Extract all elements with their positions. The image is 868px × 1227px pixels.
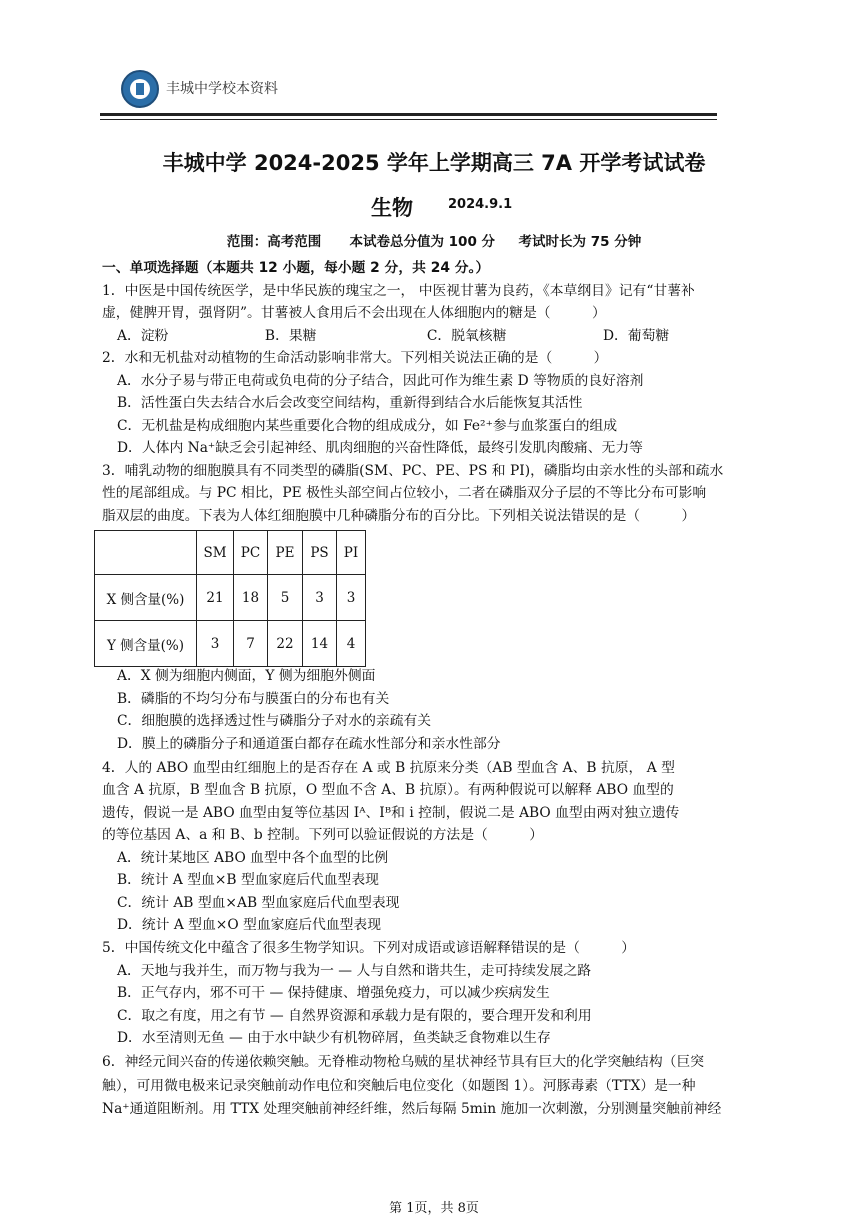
- table-header-cell: PI: [337, 531, 366, 575]
- page-footer: 第 1页，共 8页: [389, 1201, 479, 1216]
- q4-line3: 遗传，假说一是 ABO 血型由复等位基因 Iᴬ、Iᴮ和 i 控制，假说二是 ABO 血型由两对独立遗传: [102, 805, 680, 821]
- q5-option-b: B．正气存内，邪不可干 — 保持健康、增强免疫力，可以减少疾病发生: [117, 985, 550, 1001]
- table-header-cell: PC: [234, 531, 268, 575]
- table-cell: 7: [234, 621, 268, 667]
- q3-option-a: A．X 侧为细胞内侧面，Y 侧为细胞外侧面: [117, 668, 376, 684]
- q4-option-c: C．统计 AB 型血×AB 型血家庭后代血型表现: [117, 895, 400, 911]
- q5-option-c: C．取之有度，用之有节 — 自然界资源和承载力是有限的，要合理开发和利用: [117, 1008, 592, 1024]
- table-cell: 4: [337, 621, 366, 667]
- exam-info: 范围：高考范围 本试卷总分值为 100 分 考试时长为 75 分钟: [226, 234, 642, 250]
- q3-line2: 性的尾部组成。与 PC 相比，PE 极性头部空间占位较小，二者在磷脂双分子层的不等比分布可影响: [102, 485, 707, 501]
- q6-line2: 触），可用微电极来记录突触前动作电位和突触后电位变化（如题图 1）。河豚毒素（TTX）是一种: [102, 1078, 696, 1094]
- table-cell: 18: [234, 575, 268, 621]
- q4-line2: 血含 A 抗原，B 型血含 B 抗原，O 型血不含 A、B 抗原）。有两种假说可以解释 ABO 血型的: [102, 782, 674, 798]
- q2-option-b: B．活性蛋白失去结合水后会改变空间结构，重新得到结合水后能恢复其活性: [117, 395, 583, 411]
- table-cell: 3: [337, 575, 366, 621]
- q1-line2: 虚，健脾开胃，强肾阴”。甘薯被人食用后不会出现在人体细胞内的糖是（ ）: [102, 305, 606, 321]
- q4-option-d: D．统计 A 型血×O 型血家庭后代血型表现: [117, 917, 382, 933]
- table-row: [95, 621, 366, 667]
- table-cell: 14: [303, 621, 337, 667]
- school-logo: [121, 70, 159, 108]
- q1-options: A．淀粉 B．果糖 C．脱氧核糖 D．葡萄糖: [117, 328, 670, 344]
- q3-line3: 脂双层的曲度。下表为人体红细胞膜中几种磷脂分布的百分比。下列相关说法错误的是（ ）: [102, 508, 696, 524]
- q5-option-d: D．水至清则无鱼 — 由于水中缺少有机物碎屑，鱼类缺乏食物难以生存: [117, 1030, 551, 1046]
- table-cell: 21: [197, 575, 234, 621]
- q2-option-c: C．无机盐是构成细胞内某些重要化合物的组成成分，如 Fe²⁺参与血浆蛋白的组成: [117, 418, 618, 434]
- school-label: 丰城中学校本资料: [166, 81, 278, 97]
- q6-line3: Na⁺通道阻断剂。用 TTX 处理突触前神经纤维，然后每隔 5min 施加一次刺激，分别测量突触前神经: [102, 1101, 722, 1117]
- header-rule-thin: [100, 119, 717, 120]
- table-cell: 3: [197, 621, 234, 667]
- q3-line1: 3．哺乳动物的细胞膜具有不同类型的磷脂(SM、PC、PE、PS 和 PI)，磷脂均由亲水性的头部和疏水: [102, 463, 724, 479]
- table-header-cell: PS: [303, 531, 337, 575]
- table-cell: Y 侧含量(%): [95, 621, 197, 667]
- q2-stem: 2．水和无机盐对动植物的生命活动影响非常大。下列相关说法正确的是（ ）: [102, 350, 608, 366]
- q1-line1: 1．中医是中国传统医学，是中华民族的瑰宝之一， 中医视甘薯为良药，《本草纲目》记有“甘薯补: [102, 283, 695, 299]
- table-header-cell: PE: [268, 531, 303, 575]
- q4-option-a: A．统计某地区 ABO 血型中各个血型的比例: [117, 850, 389, 866]
- section-heading: 一、单项选择题（本题共 12 小题，每小题 2 分，共 24 分。）: [102, 260, 490, 276]
- q3-option-c: C．细胞膜的选择透过性与磷脂分子对水的亲疏有关: [117, 713, 432, 729]
- exam-title: 丰城中学 2024-2025 学年上学期高三 7A 开学考试试卷: [162, 151, 706, 175]
- q5-stem: 5．中国传统文化中蕴含了很多生物学知识。下列对成语或谚语解释错误的是（ ）: [102, 940, 636, 956]
- phospholipid-table: [94, 530, 366, 667]
- q4-option-b: B．统计 A 型血×B 型血家庭后代血型表现: [117, 872, 379, 888]
- table-header-cell: [95, 531, 197, 575]
- q3-option-d: D．膜上的磷脂分子和通道蛋白都存在疏水性部分和亲水性部分: [117, 736, 501, 752]
- table-row: [95, 575, 366, 621]
- q2-option-d: D．人体内 Na⁺缺乏会引起神经、肌肉细胞的兴奋性降低，最终引发肌肉酸痛、无力等: [117, 440, 643, 456]
- table-cell: 22: [268, 621, 303, 667]
- q3-option-b: B．磷脂的不均匀分布与膜蛋白的分布也有关: [117, 691, 390, 707]
- table-cell: 3: [303, 575, 337, 621]
- table-cell: X 侧含量(%): [95, 575, 197, 621]
- q5-option-a: A．天地与我并生，而万物与我为一 — 人与自然和谐共生，走可持续发展之路: [117, 963, 592, 979]
- q4-line1: 4．人的 ABO 血型由红细胞上的是否存在 A 或 B 抗原来分类（AB 型血含 A、B 抗原， A 型: [102, 760, 675, 776]
- q6-line1: 6．神经元间兴奋的传递依赖突触。无脊椎动物枪乌贼的星状神经节具有巨大的化学突触结构（巨突: [102, 1054, 705, 1070]
- q2-option-a: A．水分子易与带正电荷或负电荷的分子结合，因此可作为维生素 D 等物质的良好溶剂: [117, 373, 644, 389]
- q4-line4: 的等位基因 A、a 和 B、b 控制。下列可以验证假说的方法是（ ）: [102, 827, 544, 843]
- exam-date: 2024.9.1: [448, 197, 513, 212]
- subject-title: 生物: [371, 196, 413, 220]
- table-header-cell: SM: [197, 531, 234, 575]
- table-cell: 5: [268, 575, 303, 621]
- header-rule-thick: [100, 113, 717, 116]
